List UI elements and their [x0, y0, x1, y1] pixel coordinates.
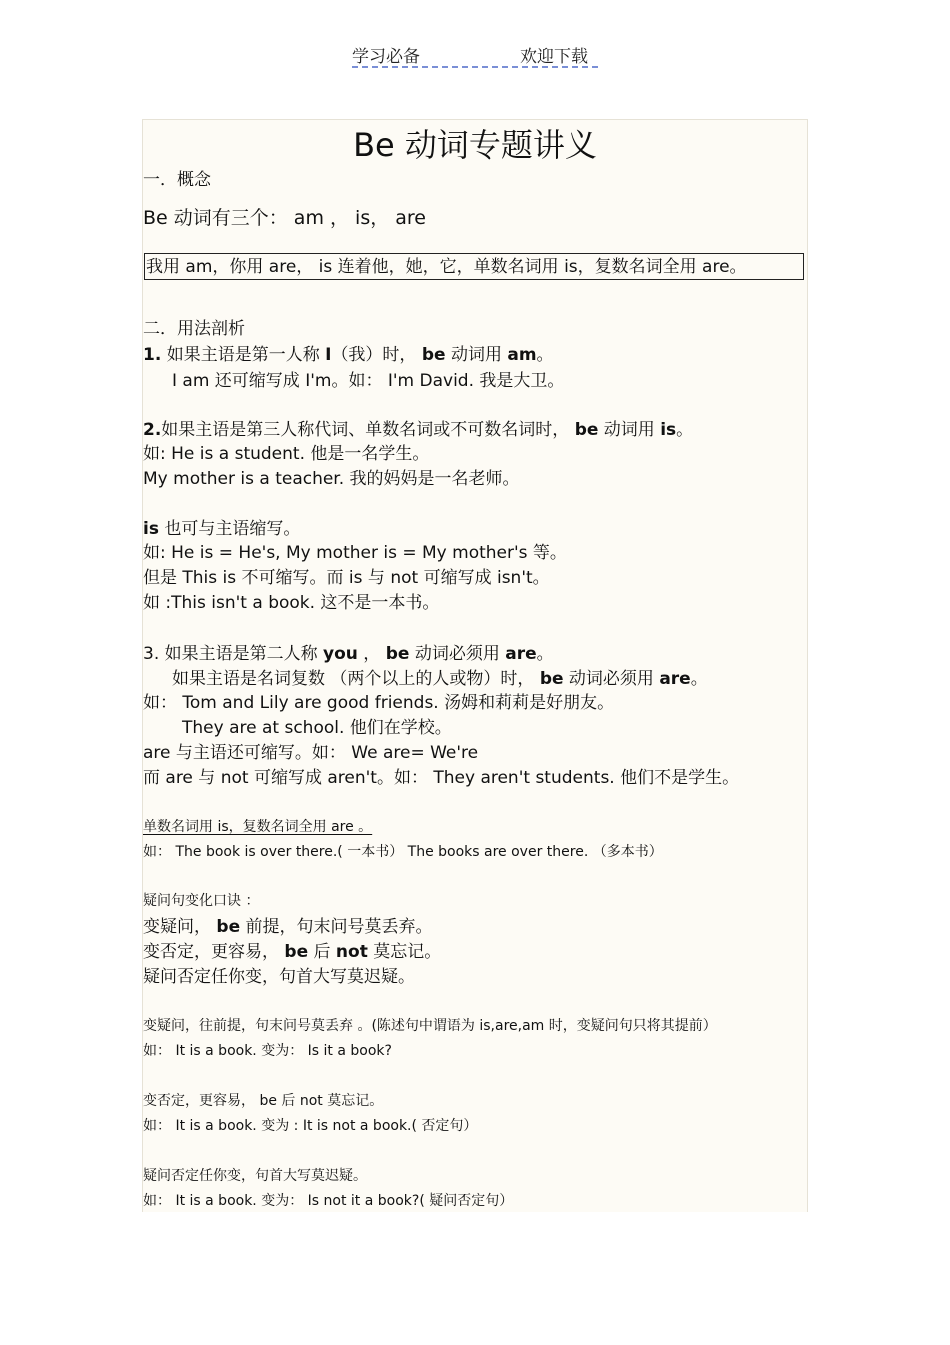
explain-negative: 变否定，更容易， be 后 not 莫忘记。 — [143, 1093, 384, 1109]
rhyme-1-text-b: 前提，句末问号莫丢弃。 — [240, 917, 433, 937]
rule-1-example: I am 还可缩写成 I'm。如： I'm David. 我是大卫。 — [172, 371, 565, 391]
rule-4-example-1: 如： Tom and Lily are good friends. 汤姆和莉莉是好朋友。 — [143, 693, 615, 713]
rule-4-text-c: 。 — [690, 669, 708, 689]
explain-neg-question-example: 如： It is a book. 变为： Is not it a book?( 疑问否定句） — [143, 1193, 514, 1209]
rhyme-2-text-a: 变否定，更容易， — [143, 942, 285, 962]
explain-question-example: 如： It is a book. 变为： Is it a book? — [143, 1043, 392, 1059]
rhyme-2-not: not — [335, 942, 368, 962]
page-header — [352, 40, 598, 68]
rhyme-line-2 — [143, 943, 441, 962]
are-contraction-1: are 与主语还可缩写。如： We are= We're — [143, 743, 479, 763]
is-example-3: 如 :This isn't a book. 这不是一本书。 — [143, 593, 440, 613]
singular-plural-rule: 单数名词用 is，复数名词全用 are 。 — [143, 819, 373, 835]
singular-plural-example: 如： The book is over there.( 一本书） The books are over there. （多本书） — [143, 844, 663, 860]
be-verbs-line: Be 动词有三个： am ， is， are — [143, 207, 426, 229]
rule-2-number: 2. — [143, 420, 162, 440]
rhyme-1-text-a: 变疑问， — [143, 917, 217, 937]
rule-4-are: are — [659, 669, 691, 689]
rule-3-text-d: 。 — [536, 644, 554, 664]
rule-3-text-c: 动词必须用 — [409, 644, 506, 664]
rule-1-text-b: （我）时， — [331, 345, 422, 365]
question-rhyme-title: 疑问句变化口诀 ： — [143, 893, 260, 909]
rule-1-text-c: 动词用 — [445, 345, 508, 365]
explain-negative-example: 如： It is a book. 变为 : It is not a book.( 否定句） — [143, 1118, 478, 1134]
rule-3-you: you — [323, 644, 358, 664]
section-2-heading: 二．用法剖析 — [143, 319, 245, 339]
is-example-1: 如: He is = He's, My mother is = My mother's 等。 — [143, 543, 567, 563]
explain-question: 变疑问，往前提，句末问号莫丢弃 。(陈述句中谓语为 is,are,am 时，变疑问句只将其提前） — [143, 1018, 717, 1034]
rule-1-I: I — [325, 345, 332, 365]
is-contraction-line — [143, 520, 300, 539]
rule-4-be: be — [539, 669, 564, 689]
explain-neg-question: 疑问否定任你变，句首大写莫迟疑。 — [143, 1168, 367, 1184]
rule-1-text-a: 如果主语是第一人称 — [161, 345, 326, 365]
rule-2 — [143, 421, 693, 440]
rhyme-2-be: be — [284, 942, 309, 962]
rule-4-example-2: They are at school. 他们在学校。 — [182, 718, 452, 738]
rule-1-be: be — [421, 345, 446, 365]
rhyme-2-text-c: 莫忘记。 — [367, 942, 442, 962]
document-page — [142, 119, 808, 1212]
rule-2-example-2: My mother is a teacher. 我的妈妈是一名老师。 — [143, 469, 520, 489]
rule-2-is: is — [660, 420, 677, 440]
rule-4-text-b: 动词必须用 — [563, 669, 660, 689]
rule-2-be: be — [574, 420, 599, 440]
rule-4-text-a: 如果主语是名词复数 （两个以上的人或物）时， — [172, 669, 540, 689]
rule-2-text-a: 如果主语是第三人称代词、单数名词或不可数名词时， — [161, 420, 575, 440]
rule-1-text-d: 。 — [536, 345, 554, 365]
rule-2-example-1: 如: He is a student. 他是一名学生。 — [143, 444, 430, 464]
section-1-heading: 一．概念 — [143, 170, 211, 190]
rule-3-be: be — [385, 644, 410, 664]
rule-1-number: 1. — [143, 345, 162, 365]
is-bold: is — [143, 519, 159, 539]
rhyme-1-be: be — [216, 917, 241, 937]
rule-3-text-b: ， — [357, 644, 386, 664]
rule-2-text-b: 动词用 — [598, 420, 661, 440]
rhyme-line-1 — [143, 918, 433, 937]
rule-3-are: are — [505, 644, 537, 664]
header-left-text: 学习必备 — [352, 47, 420, 67]
document-title: Be 动词专题讲义 — [353, 126, 597, 164]
rule-2-text-c: 。 — [676, 420, 694, 440]
rhyme-2-text-b: 后 — [308, 942, 336, 962]
rule-1-am: am — [507, 345, 537, 365]
are-contraction-2: 而 are 与 not 可缩写成 aren't。如： They aren't students. 他们不是学生。 — [143, 768, 740, 788]
is-contraction-text: 也可与主语缩写。 — [158, 519, 301, 539]
rule-4 — [172, 670, 708, 689]
header-right-text: 欢迎下载 — [520, 47, 588, 67]
rule-3-text-a: 3. 如果主语是第二人称 — [143, 644, 324, 664]
rhyme-line-3: 疑问否定任你变，句首大写莫迟疑。 — [143, 967, 415, 987]
rule-3 — [143, 645, 554, 664]
rule-1 — [143, 346, 554, 365]
rhyme-box: 我用 am，你用 are， is 连着他，她，它，单数名词用 is，复数名词全用 are。 — [144, 253, 804, 280]
is-example-2: 但是 This is 不可缩写。而 is 与 not 可缩写成 isn't。 — [143, 568, 550, 588]
